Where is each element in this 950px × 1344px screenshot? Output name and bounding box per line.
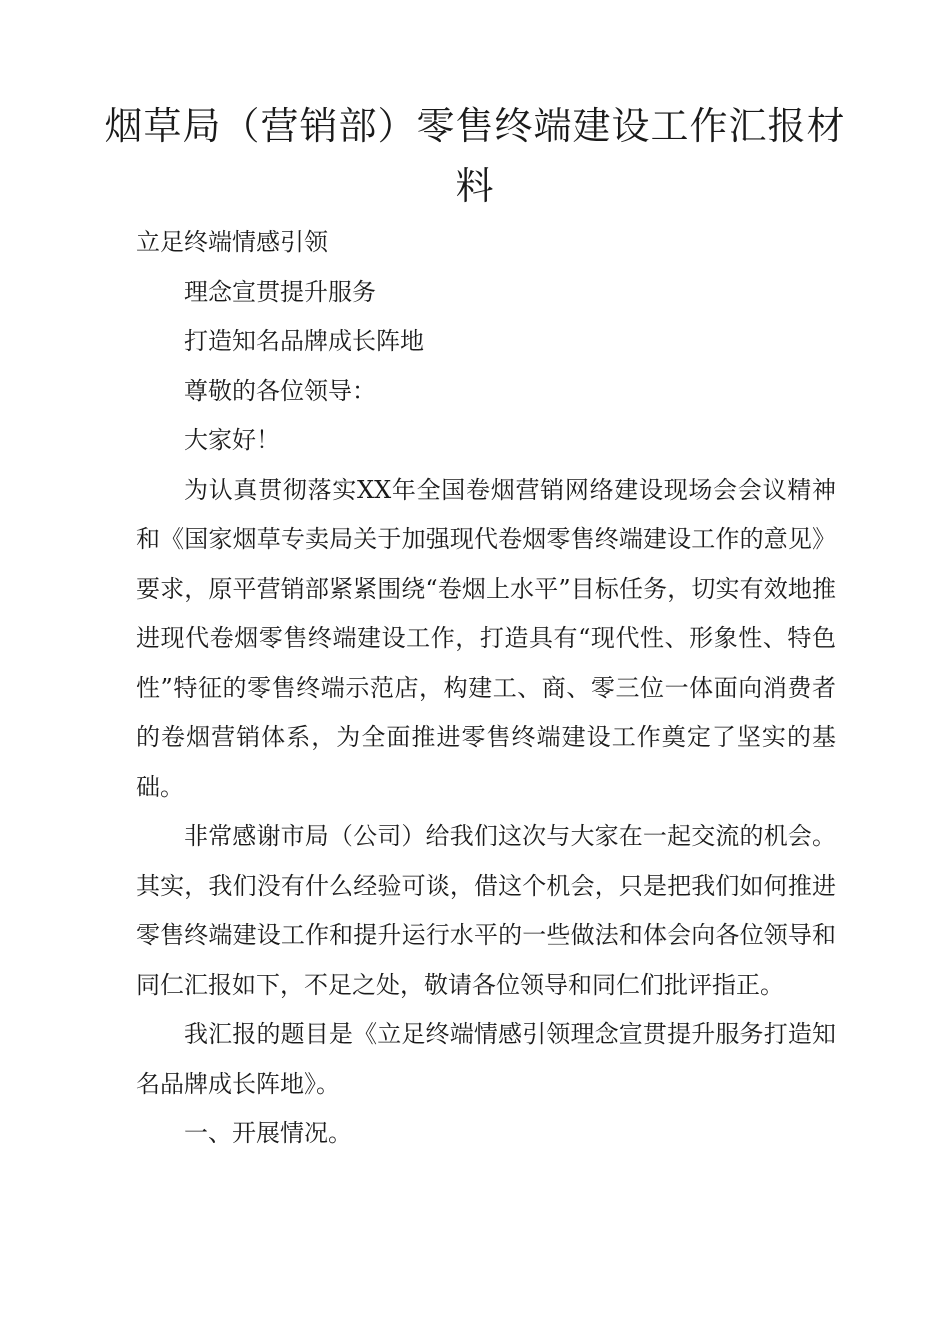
subtitle-line-2: 理念宣贯提升服务	[184, 277, 376, 306]
paragraph-topic: 我汇报的题目是《立足终端情感引领理念宣贯提升服务打造知名品牌成长阵地》。	[136, 1020, 836, 1098]
document-body	[136, 218, 836, 1159]
section-heading: 一、开展情况。	[184, 1119, 352, 1147]
paragraph-intro: 为认真贯彻落实XX年全国卷烟营销网络建设现场会会议精神和《国家烟草专卖局关于加强现代卷烟零售终端建设工作的意见》要求，原平营销部紧紧围绕“卷烟上水平”目标任务，切实有效地推进现代卷烟零售终端建设工作，打造具有“现代性、形象性、特色性”特征的零售终端示范店，构建工、商、零三位一体面向消费者的卷烟营销体系，为全面推进零售终端建设工作奠定了坚实的基础。	[136, 475, 836, 801]
salutation: 尊敬的各位领导：	[184, 376, 376, 405]
document-title: 烟草局（营销部）零售终端建设工作汇报材料	[104, 104, 846, 208]
greeting: 大家好！	[184, 426, 280, 454]
paragraph-thanks: 非常感谢市局（公司）给我们这次与大家在一起交流的机会。其实，我们没有什么经验可谈，借这个机会，只是把我们如何推进零售终端建设工作和提升运行水平的一些做法和体会向各位领导和同仁汇报如下，不足之处，敬请各位领导和同仁们批评指正。	[136, 822, 836, 999]
subtitle-line-3: 打造知名品牌成长阵地	[184, 327, 424, 355]
subtitle-line-1: 立足终端情感引领	[136, 228, 328, 256]
